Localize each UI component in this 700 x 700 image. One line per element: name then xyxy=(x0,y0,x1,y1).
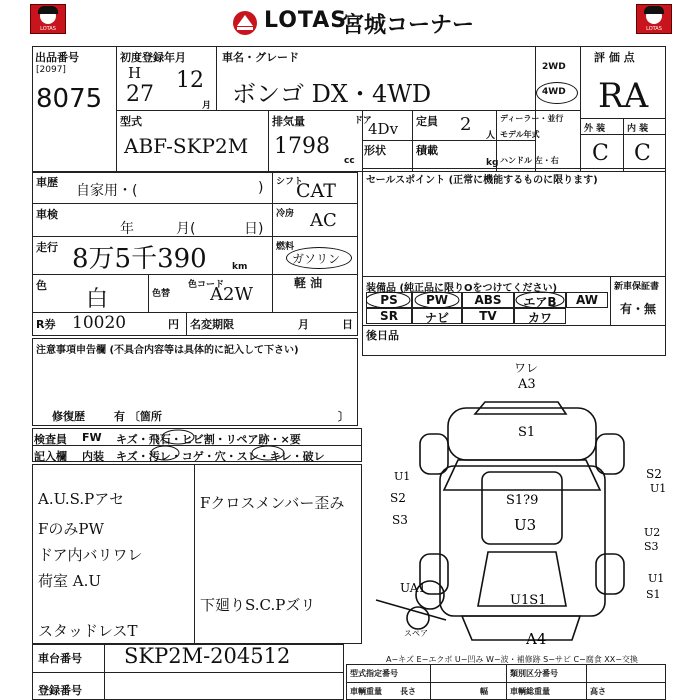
note-left-4: 荷室 A.U xyxy=(38,572,102,590)
inspector-fw: FW xyxy=(82,431,102,444)
handle-label: ハンドル 左・右 xyxy=(500,156,559,165)
note-left-1: A.U.S.Pアセ xyxy=(38,490,125,508)
shift-label: シフト xyxy=(276,177,304,187)
diag-s3-left: S3 xyxy=(392,513,408,527)
registration-era: H xyxy=(128,64,142,82)
spec-length: 長さ xyxy=(400,687,416,696)
inspector-row2-label: 記入欄 xyxy=(34,450,67,463)
spec-gross-weight: 車輌総重量 xyxy=(510,687,550,696)
after-market-label: 後日品 xyxy=(366,329,399,342)
chassis-label: 車台番号 xyxy=(38,652,82,665)
color-value: 白 xyxy=(86,287,109,312)
equip-tv: TV xyxy=(462,308,514,324)
usage-label: 車歴 xyxy=(36,176,58,189)
fuel-diesel: 軽 油 xyxy=(294,276,323,290)
type-value: ABF-SKP2M xyxy=(124,134,249,158)
diag-s1-br: S1 xyxy=(646,588,661,601)
capacity-unit: 人 xyxy=(486,131,496,141)
damage-legend: A−キズ E−エクボ U−凹み W−波・補修跡 S−サビ C−腐食 XX−交換 xyxy=(386,655,638,664)
name-change-month: 月 xyxy=(298,318,309,331)
new-warranty-value: 有・無 xyxy=(620,302,657,316)
inspection-month: 月( xyxy=(176,221,196,237)
equip-airbag: エアB xyxy=(514,292,566,308)
equip-ps: PS xyxy=(366,292,412,308)
inspector-row1-items: キズ・飛石・ヒビ割・リペア跡・×要 xyxy=(116,433,301,446)
diag-u3: U3 xyxy=(514,516,537,534)
diag-a3: A3 xyxy=(518,377,536,392)
dealer-label: ディーラー・並行 xyxy=(500,114,564,123)
inspection-label: 車検 xyxy=(36,208,58,221)
load-unit: kg xyxy=(486,158,499,168)
interior-label: 内 装 xyxy=(627,124,649,134)
model-year-label: モデル年式 xyxy=(500,130,540,139)
color-code-label: 色コード xyxy=(188,280,225,290)
model-grade-value: ボンゴ DX・4WD xyxy=(232,80,432,108)
shift-value: CAT xyxy=(296,180,336,202)
diag-s1-top: S1 xyxy=(518,425,536,440)
exterior-value: C xyxy=(592,141,609,166)
registration-year: 27 xyxy=(126,82,154,107)
note-left-5: スタッドレスT xyxy=(38,622,138,640)
repair-history-value: 有 〔箇所 xyxy=(114,410,162,423)
equip-navi: ナビ xyxy=(412,308,462,324)
color-code-value: A2W xyxy=(210,284,253,305)
spec-weight: 車輌重量 xyxy=(350,687,382,696)
equip-pw: PW xyxy=(412,292,462,308)
lot-number: 8075 xyxy=(36,84,103,114)
equipment-circle-marks xyxy=(366,290,616,310)
usage-close: ) xyxy=(258,180,264,196)
lotas-mascot-logo-right: LOTAS xyxy=(636,4,672,34)
notes-label: 注意事項申告欄 (不具合内容等は具体的に記入して下さい) xyxy=(36,345,299,356)
name-change-day: 日 xyxy=(342,318,353,331)
diag-s2-left: S2 xyxy=(390,491,406,505)
sales-point-frame xyxy=(362,168,666,356)
evaluation-label: 評 価 点 xyxy=(594,51,635,64)
recycle-unit: 円 xyxy=(168,318,179,331)
repair-history-close: 〕 xyxy=(338,410,349,423)
diag-s2-right: S2 xyxy=(646,467,662,481)
new-warranty-label: 新車保証書 xyxy=(614,282,660,292)
registration-month: 12 xyxy=(176,68,204,93)
equip-abs: ABS xyxy=(462,292,514,308)
door-value: 4Dv xyxy=(368,120,399,138)
lot-number-label: 出品番号 xyxy=(35,51,79,64)
lotas-emblem-icon xyxy=(232,10,258,36)
drive-4wd: 4WD xyxy=(542,87,566,97)
color-label: 色 xyxy=(36,279,47,292)
interior-value: C xyxy=(634,141,651,166)
registration-month-unit: 月 xyxy=(202,101,212,111)
note-right-1: Fクロスメンバー歪み xyxy=(200,494,345,512)
inspection-year: 年 xyxy=(120,221,134,237)
inspector-interior: 内装 xyxy=(82,450,104,463)
recycle-value: 10020 xyxy=(72,313,127,333)
vehicle-damage-diagram xyxy=(370,360,666,652)
diag-a4: A4 xyxy=(526,630,547,648)
equipment-label: 装備品 (純正品に限りOをつけてください) xyxy=(366,283,558,294)
load-label: 積載 xyxy=(416,144,438,157)
fuel-label: 燃料 xyxy=(276,242,295,252)
displacement-value: 1798 xyxy=(274,134,330,159)
diag-u2-right: U2 xyxy=(644,526,661,539)
spec-height: 高さ xyxy=(590,687,606,696)
lotas-mascot-logo-left: LOTAS xyxy=(30,4,66,34)
usage-value: 自家用・( xyxy=(76,183,138,199)
diag-s179: S1?9 xyxy=(506,493,539,508)
mileage-unit: km xyxy=(232,262,248,272)
displacement-label: 排気量 xyxy=(272,115,305,128)
inspector-circle-marks xyxy=(150,428,360,462)
displacement-unit: cc xyxy=(344,156,355,166)
model-grade-label: 車名・グレード xyxy=(222,51,299,64)
lot-sub-number: [2097] xyxy=(36,65,66,75)
plate-label: 登録番号 xyxy=(38,684,82,697)
inspector-row2-items: キズ・汚レ・コゲ・穴・スレ・キレ・破レ xyxy=(116,450,325,463)
registration-label: 初度登録年月 xyxy=(120,51,186,64)
diag-spare: スペア xyxy=(404,629,428,638)
door-label: ドア xyxy=(354,116,372,126)
diag-s3-right: S3 xyxy=(644,540,659,553)
sales-point-label: セールスポイント (正常に機能するものに限ります) xyxy=(366,175,598,186)
diag-note-top: ワレ xyxy=(514,361,539,375)
capacity-label: 定員 xyxy=(416,115,438,128)
note-left-3: ドア内バリワレ xyxy=(38,546,143,564)
capacity-value: 2 xyxy=(460,114,472,135)
drive-2wd: 2WD xyxy=(542,62,566,72)
brand-jp: 宮城コーナー xyxy=(342,13,475,38)
diag-u1-br: U1 xyxy=(648,572,665,585)
shape-label: 形状 xyxy=(364,144,386,157)
ac-label: 冷房 xyxy=(276,209,295,219)
mileage-value: 8万5千390 xyxy=(72,244,207,274)
fuel-gasoline: ガソリン xyxy=(292,252,341,266)
ac-value: AC xyxy=(310,210,337,231)
note-left-2: FのみPW xyxy=(38,520,104,538)
spec-type-designation: 型式指定番号 xyxy=(350,669,398,678)
mileage-label: 走行 xyxy=(36,241,58,254)
recycle-label: R券 xyxy=(36,318,56,331)
chassis-value: SKP2M-204512 xyxy=(124,644,291,668)
color-change-label: 色替 xyxy=(152,289,171,299)
name-change-label: 名変期限 xyxy=(190,318,234,331)
brand-latin: LOTAS xyxy=(264,8,348,33)
diag-u1s1: U1S1 xyxy=(510,593,547,608)
equip-sr: SR xyxy=(366,308,412,324)
equip-aw: AW xyxy=(566,292,608,308)
inspection-day: 日) xyxy=(244,221,264,237)
exterior-label: 外 装 xyxy=(584,124,606,134)
spec-category: 類別区分番号 xyxy=(510,669,558,678)
diag-u1-left: U1 xyxy=(394,470,411,483)
equip-leather: カワ xyxy=(514,308,566,324)
repair-history-label: 修復歴 xyxy=(52,410,85,423)
inspector-label: 検査員 xyxy=(34,433,67,446)
note-right-2: 下廻りS.C.Pズリ xyxy=(200,596,316,614)
spec-width: 幅 xyxy=(480,687,488,696)
type-label: 型式 xyxy=(120,115,142,128)
diag-u1-right: U1 xyxy=(650,482,666,495)
evaluation-score: RA xyxy=(598,76,649,116)
diag-ua1: UA1 xyxy=(400,581,427,595)
